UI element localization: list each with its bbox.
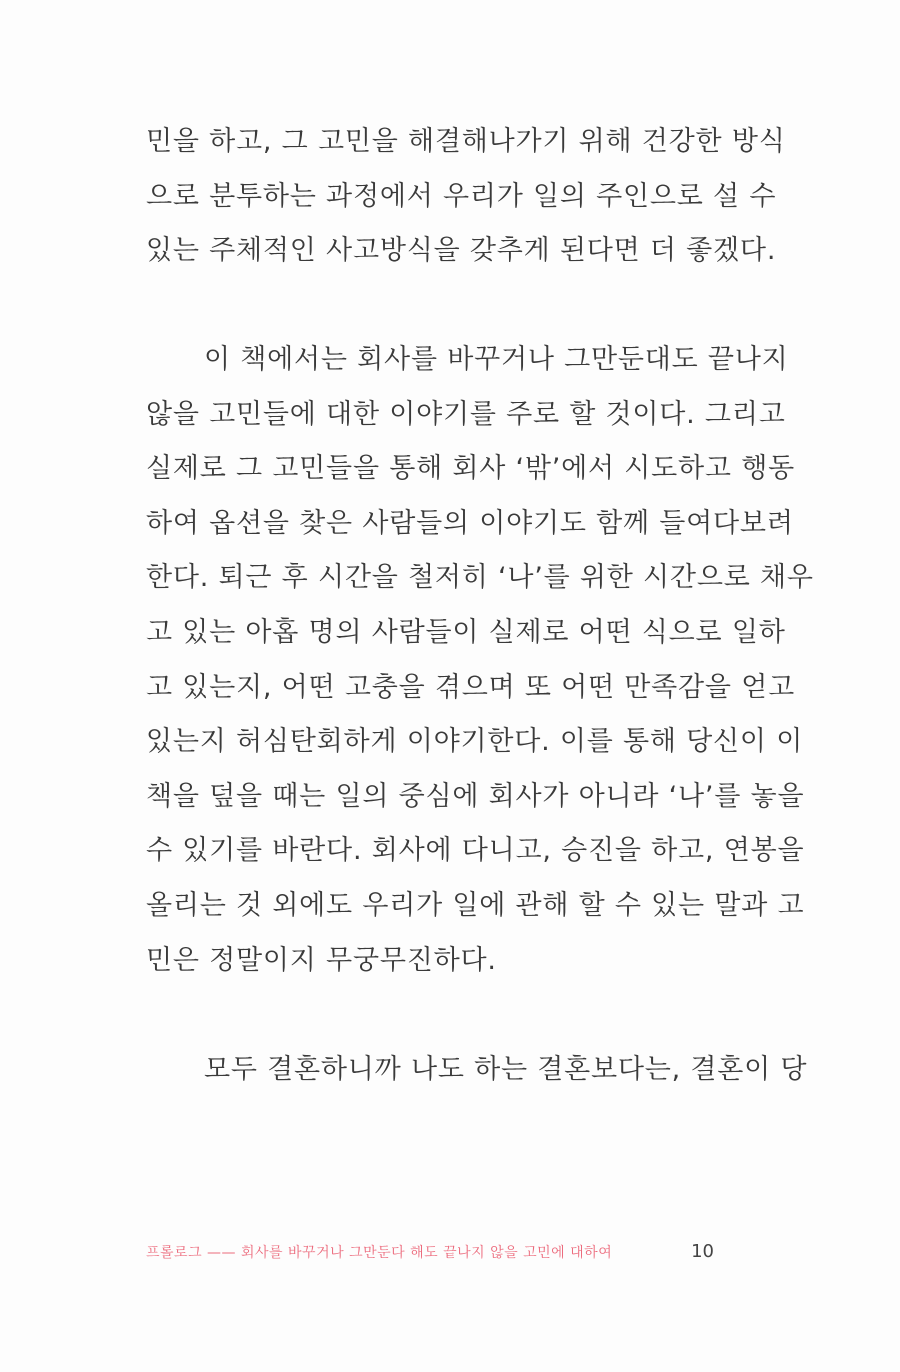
text-line: 고 있는지, 어떤 고충을 겪으며 또 어떤 만족감을 얻고: [146, 671, 795, 703]
running-footer-chapter-title: 프롤로그 —— 회사를 바꾸거나 그만둔다 해도 끝나지 않을 고민에 대하여: [146, 1245, 613, 1261]
text-line: 책을 덮을 때는 일의 중심에 회사가 아니라 ‘나’를 놓을: [146, 780, 805, 812]
text-line: 있는 주체적인 사고방식을 갖추게 된다면 더 좋겠다.: [146, 235, 777, 267]
text-line: 민은 정말이지 무궁무진하다.: [146, 944, 497, 976]
text-line: 올리는 것 외에도 우리가 일에 관해 할 수 있는 말과 고: [146, 889, 805, 921]
text-line: 실제로 그 고민들을 통해 회사 ‘밖’에서 시도하고 행동: [146, 453, 795, 485]
text-line: 않을 고민들에 대한 이야기를 주로 할 것이다. 그리고: [146, 398, 786, 430]
text-line: 이 책에서는 회사를 바꾸거나 그만둔대도 끝나지: [204, 344, 789, 375]
text-line: 수 있기를 바란다. 회사에 다니고, 승진을 하고, 연봉을: [146, 835, 805, 867]
text-line: 고 있는 아홉 명의 사람들이 실제로 어떤 식으로 일하: [146, 616, 786, 648]
paragraph-3: [146, 1043, 808, 1098]
text-line: 한다. 퇴근 후 시간을 철저히 ‘나’를 위한 시간으로 채우: [146, 562, 814, 594]
paragraph-2: [146, 333, 814, 988]
text-line: 모두 결혼하니까 나도 하는 결혼보다는, 결혼이 당: [204, 1054, 808, 1085]
text-line: 민을 하고, 그 고민을 해결해나가기 위해 건강한 방식: [146, 126, 786, 157]
page-number: 10: [691, 1241, 714, 1262]
page-footer: [146, 1238, 726, 1268]
text-line: 있는지 허심탄회하게 이야기한다. 이를 통해 당신이 이: [146, 726, 804, 758]
paragraph-1: [146, 115, 786, 279]
text-line: 하여 옵션을 찾은 사람들의 이야기도 함께 들여다보려: [146, 507, 794, 539]
text-line: 으로 분투하는 과정에서 우리가 일의 주인으로 설 수: [146, 180, 777, 212]
